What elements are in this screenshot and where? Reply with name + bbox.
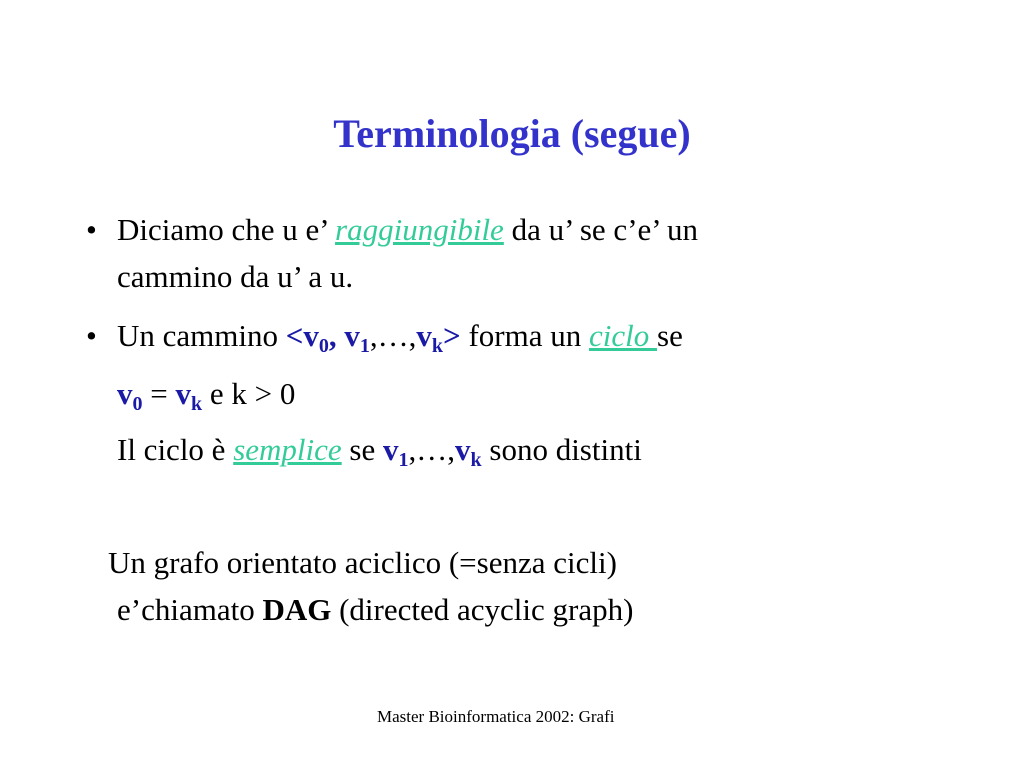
vertex-v0: $v_0$ [117, 376, 143, 415]
bullet-1-marker: • [86, 212, 97, 247]
dag-text-b: (directed acyclic graph) [331, 592, 634, 627]
path-open-bracket: < [285, 318, 304, 353]
vertex-v0: $v_0$ [303, 318, 329, 357]
dag-acronym: DAG [262, 592, 332, 627]
vertex-vk: $v_k$ [416, 318, 444, 357]
bullet-1-text-a: Diciamo che u e’ [117, 212, 336, 247]
equals-sign: = [142, 376, 176, 411]
condition-rest: e k > 0 [202, 376, 296, 411]
simple-text-a: Il ciclo è [117, 432, 234, 467]
dag-line-1: Un grafo orientato aciclico (=senza cicli) [108, 545, 617, 580]
simple-cycle-line [117, 432, 642, 471]
dag-text-a: e’chiamato [117, 592, 263, 627]
vertex-v1: $v_1$ [344, 318, 370, 357]
term-semplice: semplice [233, 432, 342, 467]
bullet-2-text-b: forma un [460, 318, 589, 353]
term-raggiungibile: raggiungibile [335, 212, 504, 247]
bullet-2-line-1 [117, 318, 683, 357]
slide-title: Terminologia (segue) [333, 111, 691, 156]
path-comma: , [328, 318, 345, 353]
simple-text-b: se [341, 432, 383, 467]
term-ciclo: ciclo [589, 318, 657, 353]
cycle-condition [117, 376, 296, 415]
vertex-vk: $v_k$ [175, 376, 203, 415]
slide-footer: Master Bioinformatica 2002: Grafi [377, 707, 615, 726]
bullet-1-text-b: da u’ se c’e’ un [503, 212, 699, 247]
bullet-2-text-c: se [657, 318, 683, 353]
path-ellipsis: ,…, [369, 318, 417, 353]
path-close-bracket: > [443, 318, 461, 353]
simple-ellipsis: ,…, [408, 432, 455, 467]
vertex-vk: $v_k$ [455, 432, 482, 471]
dag-line-2 [117, 594, 633, 625]
bullet-1-line-2: cammino da u’ a u. [117, 259, 354, 294]
vertex-v1: $v_1$ [383, 432, 409, 471]
simple-text-c: sono distinti [481, 432, 642, 467]
bullet-2-text-a: Un cammino [117, 318, 286, 353]
bullet-2-marker: • [86, 318, 97, 353]
bullet-1-line-1 [117, 214, 698, 245]
